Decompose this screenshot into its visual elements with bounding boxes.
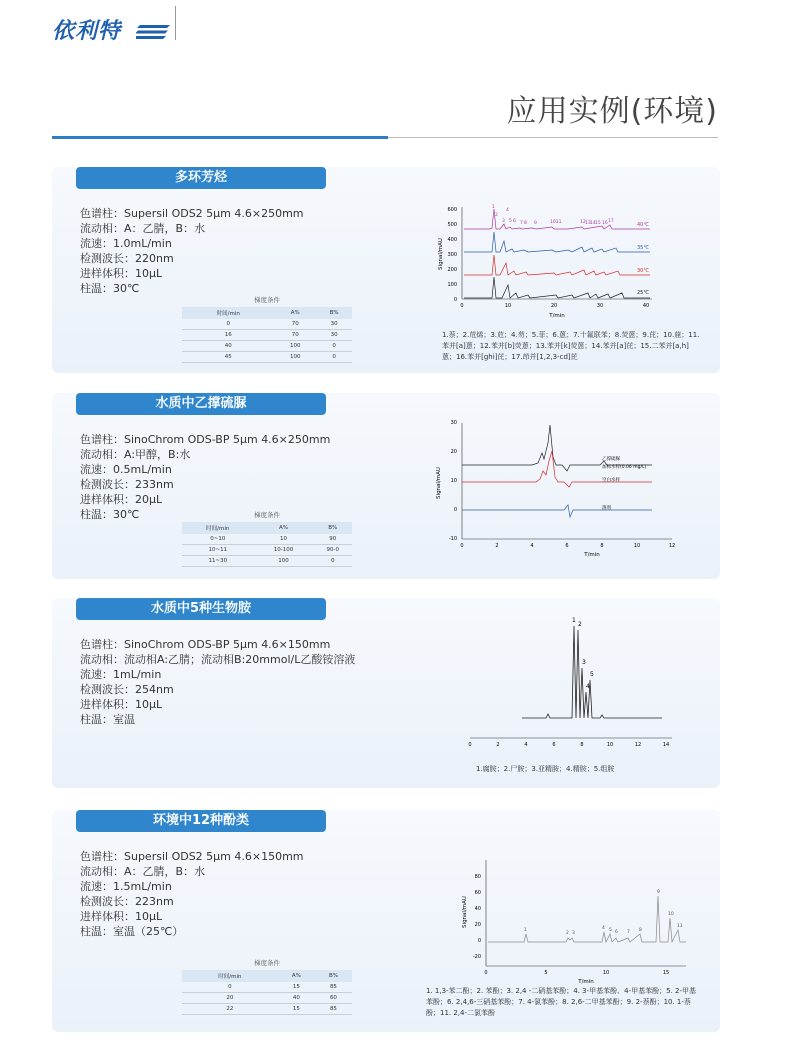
peak-label: 5 [609,928,612,933]
trace-label: 溶剂 [602,506,611,511]
gradient-title: 梯度条件 [254,296,280,304]
param-line: 柱温：室温 [80,713,135,726]
table-row: 0 15 85 [182,982,352,993]
y-tick-label: 0 [453,507,457,513]
y-tick-label: 0 [477,938,481,944]
y-tick-label: 80 [474,874,481,880]
x-tick-label: 10 [606,742,614,748]
param-line: 流速：1.5mL/min [80,880,172,893]
y-tick-label: -10 [448,536,457,542]
peak-label: 3 [572,931,575,936]
trace-label: 30℃ [637,268,649,274]
x-tick-label: 6 [552,742,556,748]
peak-label: 7 [627,930,630,935]
y-tick-label: 20 [450,449,457,455]
trace-blank [462,505,652,517]
logo-stripes-icon [136,23,170,41]
peak-label: 6 [513,219,516,224]
peak-label: 17 [608,219,614,224]
col-header: 时间/min [182,307,274,319]
header-divider [175,6,176,40]
param-line: 流动相：流动相A:乙腈；流动相B:20mmol/L乙酸铵溶液 [80,653,356,666]
chromatogram-etu [432,413,682,563]
compound-legend: 1.腐胺；2.尸胺；3.亚精胺；4.精胺；5.组胺 [476,765,615,773]
param-line: 色谱柱：SinoChrom ODS-BP 5μm 4.6×250mm [80,433,331,446]
param-line: 流速：1.0mL/min [80,237,172,250]
param-line: 流动相：A：乙腈，B：水 [80,865,206,878]
compound-legend: 1. 1,3-苯二酚；2. 苯酚；3. 2,4 -二硝基苯酚；4. 3-甲基苯酚、4-甲基苯酚；5. 2-甲基苯酚；6. 2,4,6-三硝基苯酚；7. 4-氯苯酚；8. 2,6-二甲基苯酚；9. 2-萘酚；10. 1-萘酚；11. 2,4-二氯苯酚 [426,987,696,1017]
peak-label: 8 [524,221,527,226]
peak-label: 2 [566,931,569,936]
table-row: 20 40 60 [182,993,352,1004]
param-line: 进样体积：10μL [80,910,163,923]
x-tick-label: 12 [634,742,642,748]
table-row: 16 70 30 [182,330,352,341]
peak-label: 5 [509,219,512,224]
y-tick-label: 100 [447,282,457,288]
gradient-table [182,295,352,363]
table-row: 0 70 30 [182,319,352,330]
x-axis-label: T/min [549,313,565,319]
table-row: 10~11 10-100 90-0 [182,545,352,556]
x-tick-label: 0 [460,543,464,549]
chromatogram-phenols [406,854,696,984]
peak-label: 1 [524,928,527,933]
x-tick-label: 12 [668,543,676,549]
peak-label: 16 [602,221,608,226]
y-tick-label: 600 [447,207,457,213]
peak-label: 5 [590,671,594,678]
peak-label: 8 [639,928,642,933]
company-logo [52,14,170,45]
peak-label: 14 [590,221,596,226]
section-phenols [52,810,720,1032]
trace-label: 25℃ [637,290,649,296]
peak-label: 3 [582,659,586,666]
trace-30c [464,255,650,275]
trace-25c [464,277,650,298]
x-axis-label: T/min [578,979,594,984]
peak-label: 2 [578,621,582,628]
x-tick-label: 10 [633,543,641,549]
param-line: 流速：1mL/min [80,668,162,681]
param-line: 进样体积：20μL [80,493,163,506]
section-title: 水质中5种生物胺 [76,598,326,620]
gradient-title: 梯度条件 [254,511,280,519]
section-pah [52,167,720,373]
peak-label: 4 [602,926,605,931]
col-header: 时间/min [182,522,254,534]
x-tick-label: 14 [662,742,670,748]
peak-label: 2 [495,213,498,218]
table-row: 40 100 0 [182,341,352,352]
gradient-table [182,510,352,567]
section-biogenic-amines [52,598,720,788]
param-line: 检测波长：254nm [80,683,174,696]
peak-label: 4 [506,208,509,213]
x-tick-label: 4 [524,742,528,748]
gradient-title: 梯度条件 [254,959,280,967]
trace-label: 乙撑硫脲 [602,457,620,462]
param-line: 流动相：A：乙腈，B：水 [80,222,206,235]
param-line: 进样体积：10μL [80,267,163,280]
peak-label: 4 [586,683,590,690]
x-tick-label: 30 [596,303,604,309]
x-tick-label: 5 [544,970,548,976]
page-title: 应用实例(环境) [506,94,718,129]
trace-label: 35℃ [637,245,649,251]
y-tick-label: -20 [472,954,481,960]
param-line: 柱温：30℃ [80,508,140,521]
chromatogram-amines [462,608,682,758]
table-row: 11~30 100 0 [182,556,352,567]
y-axis-label: Signal/mAU [438,238,444,270]
section-title: 环境中12种酚类 [76,810,326,832]
peak-label: 13 [585,221,591,226]
peak-label: 1 [492,205,495,210]
section-title: 水质中乙撑硫脲 [76,393,326,415]
table-row: 45 100 0 [182,352,352,363]
y-tick-label: 60 [474,890,481,896]
x-tick-label: 2 [496,742,500,748]
peak-label: 9 [657,890,660,895]
method-params [80,206,304,296]
col-header: B% [316,307,352,319]
peak-label: 9 [534,221,537,226]
y-tick-label: 20 [474,922,481,928]
section-title: 多环芳烃 [76,167,326,189]
x-tick-label: 40 [642,303,650,309]
compound-legend: 1.萘；2.苊烯；3.苊；4.芴；5.菲；6.蒽；7.十氟联苯；8.荧蒽；9.芘；10.䓛；11.苯并[a]蒽；12.苯并[b]荧蒽；13.苯并[k]荧蒽；14.苯并[a]芘；15.二苯并[a,h]蒽；16.苯并[ghi]芘；17.茚并[1,2,3-cd]芘 [442,331,700,361]
param-line: 检测波长：233nm [80,478,174,491]
y-tick-label: 200 [447,267,457,273]
x-tick-label: 8 [580,742,584,748]
trace-label: 加标水样(0.06 mg/L) [602,465,647,470]
param-line: 柱温：室温（25℃） [80,925,184,938]
table-row: 0~10 10 90 [182,534,352,545]
trace-label: 空白水样 [602,478,620,483]
y-tick-label: 300 [447,252,457,258]
param-line: 色谱柱：SinoChrom ODS-BP 5μm 4.6×150mm [80,638,331,651]
peak-label: 1 [572,617,576,624]
x-tick-label: 0 [468,742,472,748]
logo-text: 依利特 [52,19,122,44]
title-rule-accent [52,136,388,139]
trace-phenols [488,896,686,942]
col-header: A% [278,970,315,982]
method-params [80,637,355,727]
param-line: 柱温：30℃ [80,282,140,295]
x-tick-label: 15 [662,970,670,976]
param-line: 流速：0.5mL/min [80,463,172,476]
x-tick-label: 2 [495,543,499,549]
peak-label: 12 [580,220,586,225]
trace-40c [464,209,650,229]
param-line: 检测波长：223nm [80,895,174,908]
section-etu [52,393,720,579]
x-tick-label: 0 [484,970,488,976]
param-line: 检测波长：220nm [80,252,174,265]
method-params [80,432,330,522]
col-header: A% [274,307,316,319]
y-tick-label: 0 [453,297,457,303]
peak-label: 11 [677,924,683,929]
param-line: 色谱柱：Supersil ODS2 5μm 4.6×250mm [80,207,304,220]
peak-label: 3 [502,219,505,224]
col-header: B% [315,970,352,982]
x-axis-label: T/min [584,552,600,558]
y-tick-label: 400 [447,237,457,243]
peak-label: 10 [668,912,674,917]
param-line: 进样体积：10μL [80,698,163,711]
table-row: 22 15 85 [182,1004,352,1015]
param-line: 流动相：A:甲醇，B:水 [80,448,191,461]
x-tick-label: 4 [530,543,534,549]
x-tick-label: 10 [602,970,610,976]
y-tick-label: 30 [450,420,457,426]
col-header: A% [254,522,314,534]
chromatogram-pah [432,199,702,329]
title-rule [388,137,718,138]
method-params [80,849,304,939]
y-tick-label: 10 [450,478,457,484]
peak-label: 15 [595,221,601,226]
peak-label: 7 [520,221,523,226]
trace-35c [464,232,650,252]
col-header: B% [314,522,352,534]
y-axis-label: Signal/mAU [462,896,468,928]
y-tick-label: 40 [474,906,481,912]
x-tick-label: 10 [504,303,512,309]
x-tick-label: 20 [550,303,558,309]
param-line: 色谱柱：Supersil ODS2 5μm 4.6×150mm [80,850,304,863]
x-tick-label: 0 [460,303,464,309]
x-tick-label: 6 [565,543,569,549]
y-axis-label: Signal/mAU [436,467,442,499]
peak-label: 1011 [550,220,562,225]
peak-label: 6 [615,930,618,935]
trace-label: 40℃ [637,222,649,228]
y-tick-label: 500 [447,222,457,228]
col-header: 时间/min [182,970,278,982]
gradient-table [182,958,352,1015]
x-tick-label: 8 [600,543,604,549]
